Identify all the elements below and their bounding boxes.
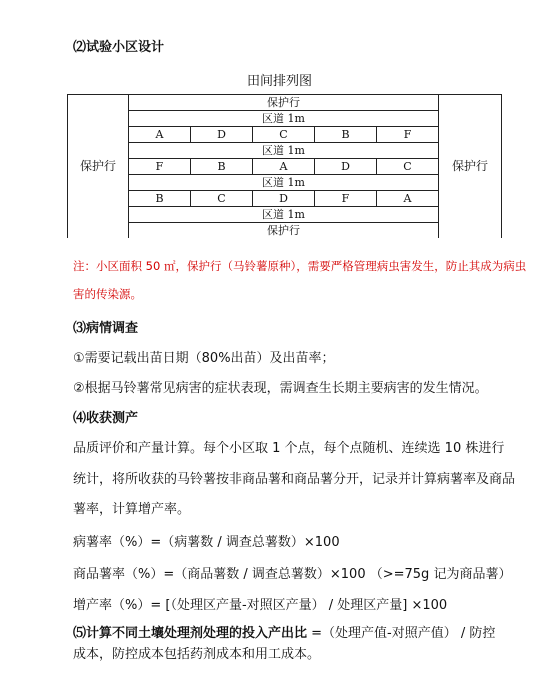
table-row-plots	[68, 159, 502, 175]
protective-row-left: 保护行	[68, 95, 129, 239]
plot-cell: F	[377, 127, 439, 143]
plot-cell: A	[253, 159, 315, 175]
formula-disease-rate: 病薯率（%）=（病薯数 / 调查总薯数）×100	[73, 535, 340, 550]
table-row-band	[68, 207, 502, 223]
table-row-band	[68, 175, 502, 191]
plot-cell: D	[315, 159, 377, 175]
plot-cell: B	[315, 127, 377, 143]
band-cell: 区道 1m	[129, 143, 439, 159]
section-2-heading: ⑵试验小区设计	[73, 40, 165, 55]
table-caption: 田间排列图	[247, 74, 313, 89]
section-5-heading-line	[73, 622, 495, 641]
table-row-band	[68, 143, 502, 159]
band-cell: 区道 1m	[129, 111, 439, 127]
plot-cell: D	[253, 191, 315, 207]
section-4-para-line-2: 统计，将所收获的马铃薯按非商品薯和商品薯分开，记录并计算病薯率及商品	[73, 472, 516, 487]
section-5-line-2: 成本，防控成本包括药剂成本和用工成本。	[73, 647, 321, 662]
band-cell: 区道 1m	[129, 175, 439, 191]
table-row-plots	[68, 127, 502, 143]
plot-cell: C	[191, 191, 253, 207]
band-cell: 保护行	[129, 223, 439, 239]
band-cell: 区道 1m	[129, 207, 439, 223]
field-layout-table	[67, 94, 502, 238]
table-row-band	[68, 223, 502, 239]
section-4-heading: ⑷收获测产	[73, 411, 139, 426]
section-3-heading: ⑶病情调查	[73, 321, 139, 336]
formula-commercial-rate: 商品薯率（%）=（商品薯数 / 调查总薯数）×100 （>=75g 记为商品薯）	[73, 567, 512, 582]
band-cell: 保护行	[129, 95, 439, 111]
plot-cell: B	[191, 159, 253, 175]
plot-cell: D	[191, 127, 253, 143]
section-3-item-1: ①需要记载出苗日期（80%出苗）及出苗率；	[73, 351, 335, 366]
section-3-item-2: ②根据马铃薯常见病害的症状表现，需调查生长期主要病害的发生情况。	[73, 381, 488, 396]
plot-cell: C	[253, 127, 315, 143]
section-4-para-line-1: 品质评价和产量计算。每个小区取 1 个点，每个点随机、连续选 10 株进行	[73, 441, 505, 456]
plot-cell: F	[129, 159, 191, 175]
table-row-band	[68, 111, 502, 127]
section-4-para-line-3: 薯率，计算增产率。	[73, 502, 191, 517]
table-row-band	[68, 95, 502, 111]
plot-cell: A	[129, 127, 191, 143]
section-5-heading: ⑸计算不同土壤处理剂处理的投入产出比	[73, 626, 308, 641]
plot-cell: F	[315, 191, 377, 207]
plot-cell: C	[377, 159, 439, 175]
plot-cell: A	[377, 191, 439, 207]
plot-cell: B	[129, 191, 191, 207]
note-line-1: 注：小区面积 50 ㎡，保护行（马铃薯原种），需要严格管理病虫害发生，防止其成为病虫	[73, 259, 527, 273]
note-line-2: 害的传染源。	[73, 287, 142, 301]
protective-row-right: 保护行	[439, 95, 502, 239]
formula-yield-increase: 增产率（%）= [（处理区产量-对照区产量） / 处理区产量] ×100	[73, 598, 448, 613]
table-row-plots	[68, 191, 502, 207]
section-5-heading-rest: =（处理产值-对照产值） / 防控	[307, 626, 496, 641]
